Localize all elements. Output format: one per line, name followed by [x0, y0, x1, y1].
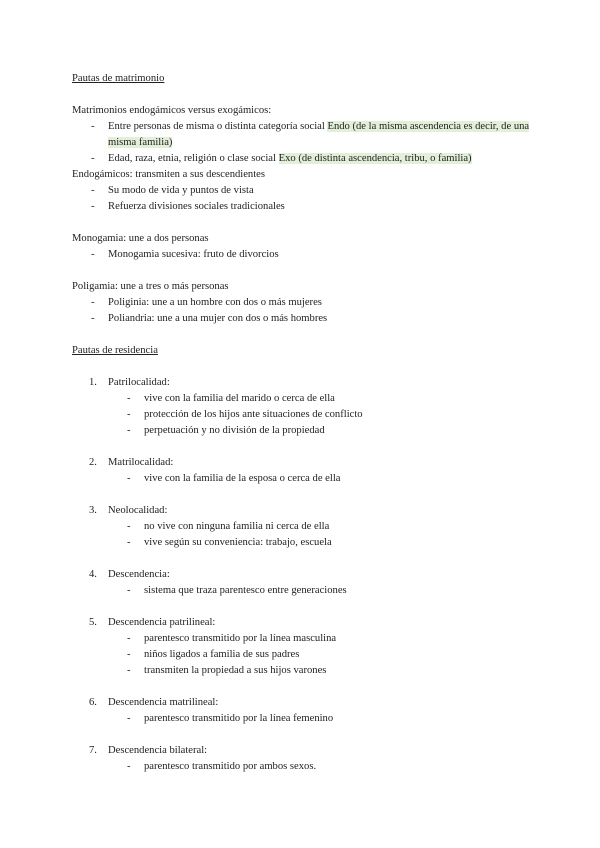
item-text: Edad, raza, etnia, religión o clase social — [108, 153, 279, 164]
dash-bullet: - — [91, 313, 95, 324]
item-number: 4. — [89, 569, 97, 580]
list-item — [72, 311, 532, 327]
dash-bullet: - — [127, 649, 131, 660]
sub-item — [72, 535, 532, 551]
sub-item — [72, 759, 532, 775]
item-text: Poliginia: une a un hombre con dos o más mujeres — [108, 297, 322, 308]
dash-bullet: - — [91, 121, 95, 132]
dash-bullet: - — [91, 201, 95, 212]
dash-bullet: - — [127, 761, 131, 772]
dash-bullet: - — [127, 537, 131, 548]
heading-pautas-matrimonio: Pautas de matrimonio — [72, 73, 165, 84]
dash-bullet: - — [127, 665, 131, 676]
item-title: Descendencia patrilineal: — [108, 617, 216, 628]
list-item — [72, 247, 532, 263]
sub-item — [72, 519, 532, 535]
numbered-item — [72, 455, 532, 471]
sub-text: vive con la familia de la esposa o cerca de ella — [144, 473, 341, 484]
item-title: Descendencia: — [108, 569, 170, 580]
poli-title: Poligamia: une a tres o más personas — [72, 281, 229, 292]
sub-item — [72, 711, 532, 727]
sub-item — [72, 663, 532, 679]
dash-bullet: - — [127, 585, 131, 596]
dash-bullet: - — [127, 521, 131, 532]
list-item — [72, 295, 532, 311]
dash-bullet: - — [127, 633, 131, 644]
highlighted-text: Endo (de la misma ascendencia es decir, de una misma familia) — [108, 121, 530, 148]
sub-text: parentesco transmitido por la línea masculina — [144, 633, 337, 644]
item-number: 6. — [89, 697, 97, 708]
mono-title: Monogamia: une a dos personas — [72, 233, 209, 244]
dash-bullet: - — [127, 713, 131, 724]
list-item — [72, 119, 532, 151]
item-text: Poliandria: une a una mujer con dos o más hombres — [108, 313, 328, 324]
item-title: Descendencia matrilineal: — [108, 697, 219, 708]
numbered-item — [72, 695, 532, 711]
endo-title: Endogámicos: transmiten a sus descendientes — [72, 169, 265, 180]
sub-item — [72, 407, 532, 423]
dash-bullet: - — [127, 425, 131, 436]
sub-text: parentesco transmitido por ambos sexos. — [144, 761, 317, 772]
item-title: Descendencia bilateral: — [108, 745, 208, 756]
item-number: 7. — [89, 745, 97, 756]
dash-bullet: - — [127, 473, 131, 484]
heading-pautas-residencia: Pautas de residencia — [72, 345, 158, 356]
item-text: Su modo de vida y puntos de vista — [108, 185, 254, 196]
dash-bullet: - — [91, 185, 95, 196]
sub-text: no vive con ninguna familia ni cerca de ella — [144, 521, 330, 532]
dash-bullet: - — [91, 249, 95, 260]
numbered-item — [72, 615, 532, 631]
sub-item — [72, 391, 532, 407]
sub-item — [72, 631, 532, 647]
dash-bullet: - — [127, 409, 131, 420]
sub-text: perpetuación y no división de la propiedad — [144, 425, 325, 436]
endo-exo-title: Matrimonios endogámicos versus exogámicos: — [72, 105, 272, 116]
sub-text: sistema que traza parentesco entre generaciones — [144, 585, 347, 596]
sub-item — [72, 647, 532, 663]
sub-text: vive según su conveniencia: trabajo, escuela — [144, 537, 332, 548]
sub-text: niños ligados a familia de sus padres — [144, 649, 300, 660]
dash-bullet: - — [127, 393, 131, 404]
sub-text: parentesco transmitido por la línea femenino — [144, 713, 334, 724]
numbered-item — [72, 567, 532, 583]
sub-item — [72, 471, 532, 487]
dash-bullet: - — [91, 297, 95, 308]
numbered-item — [72, 375, 532, 391]
sub-item — [72, 423, 532, 439]
item-title: Neolocalidad: — [108, 505, 168, 516]
sub-text: vive con la familia del marido o cerca de ella — [144, 393, 335, 404]
dash-bullet: - — [91, 153, 95, 164]
list-item — [72, 199, 532, 215]
sub-text: protección de los hijos ante situaciones de conflicto — [144, 409, 363, 420]
highlighted-text: Exo (de distinta ascendencia, tribu, o familia) — [278, 153, 472, 164]
sub-text: transmiten la propiedad a sus hijos varones — [144, 665, 327, 676]
numbered-item — [72, 503, 532, 519]
item-text: Refuerza divisiones sociales tradicionales — [108, 201, 285, 212]
item-text: Monogamia sucesiva: fruto de divorcios — [108, 249, 279, 260]
list-item — [72, 183, 532, 199]
item-title: Matrilocalidad: — [108, 457, 174, 468]
document-content — [72, 71, 532, 775]
item-title: Patrilocalidad: — [108, 377, 170, 388]
item-number: 2. — [89, 457, 97, 468]
numbered-item — [72, 743, 532, 759]
item-number: 3. — [89, 505, 97, 516]
item-text: Entre personas de misma o distinta categoría social — [108, 121, 328, 132]
list-item — [72, 151, 532, 167]
item-number: 5. — [89, 617, 97, 628]
sub-item — [72, 583, 532, 599]
item-number: 1. — [89, 377, 97, 388]
